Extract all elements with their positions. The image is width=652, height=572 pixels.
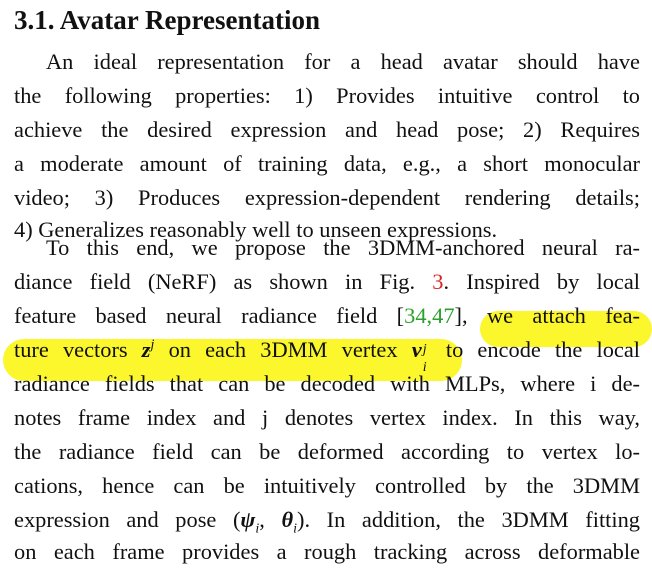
math-superscript: j <box>150 337 155 353</box>
paragraph-line: a moderate amount of training data, e.g., a short monocular <box>14 151 640 176</box>
math-subscript: i <box>422 360 427 375</box>
text-span: feature based neural radiance field [ <box>14 303 405 328</box>
section-number: 3.1. <box>14 5 55 35</box>
text-span: expression and pose ( <box>14 507 241 532</box>
paragraph-line: on each frame provides a rough tracking across deformable <box>14 539 640 564</box>
figure-link[interactable]: 3 <box>432 269 444 294</box>
text-span: , <box>259 507 282 532</box>
paragraph-line: achieve the desired expression and head pose; 2) Requires <box>14 117 640 142</box>
text-span: ture vectors <box>14 337 142 362</box>
paragraph-line: radiance fields that can be decoded with MLPs, where i de- <box>14 371 640 396</box>
paragraph-line <box>14 333 641 375</box>
paragraph-line <box>14 265 640 299</box>
paragraph-line <box>14 299 640 333</box>
text-span: ], <box>454 303 468 328</box>
paragraph-line: the following properties: 1) Provides intuitive control to <box>14 83 640 108</box>
paragraph-line: 4) Generalizes reasonably well to unseen expressions. <box>14 217 498 242</box>
paragraph-line: notes frame index and j denotes vertex index. In this way, <box>14 405 640 430</box>
text-span: on each 3DMM vertex <box>154 337 412 362</box>
math-variable: z <box>141 337 151 362</box>
text-span: . Inspired by local <box>443 269 640 294</box>
paragraph-line: video; 3) Produces expression-dependent rendering details; <box>14 185 640 210</box>
paragraph-line <box>14 503 640 537</box>
text-span: diance field (NeRF) as shown in Fig. <box>14 269 433 294</box>
paragraph-line: cations, hence can be intuitively controlled by the 3DMM <box>14 473 640 498</box>
citation-link[interactable]: 34 <box>404 303 427 328</box>
math-variable: v <box>411 337 422 362</box>
highlighted-text: we attach fea- <box>486 303 640 328</box>
text-span: to encode the local <box>431 337 641 362</box>
math-subscript: i <box>293 521 298 537</box>
section-heading <box>14 5 320 36</box>
paragraph-line: the radiance field can be deformed according to vertex lo- <box>14 439 640 464</box>
math-superscript: j <box>422 342 427 357</box>
section-title: Avatar Representation <box>59 5 320 35</box>
math-theta: θ <box>281 507 294 532</box>
math-psi: ψ <box>240 507 256 532</box>
citation-separator: , <box>426 303 433 328</box>
math-subscript: i <box>255 521 260 537</box>
paragraph-line: An ideal representation for a head avatar should have <box>46 49 640 74</box>
text-span: ). In addition, the 3DMM fitting <box>297 507 640 532</box>
paragraph-line: To this end, we propose the 3DMM-anchored neural ra- <box>46 235 640 260</box>
citation-link[interactable]: 47 <box>432 303 455 328</box>
